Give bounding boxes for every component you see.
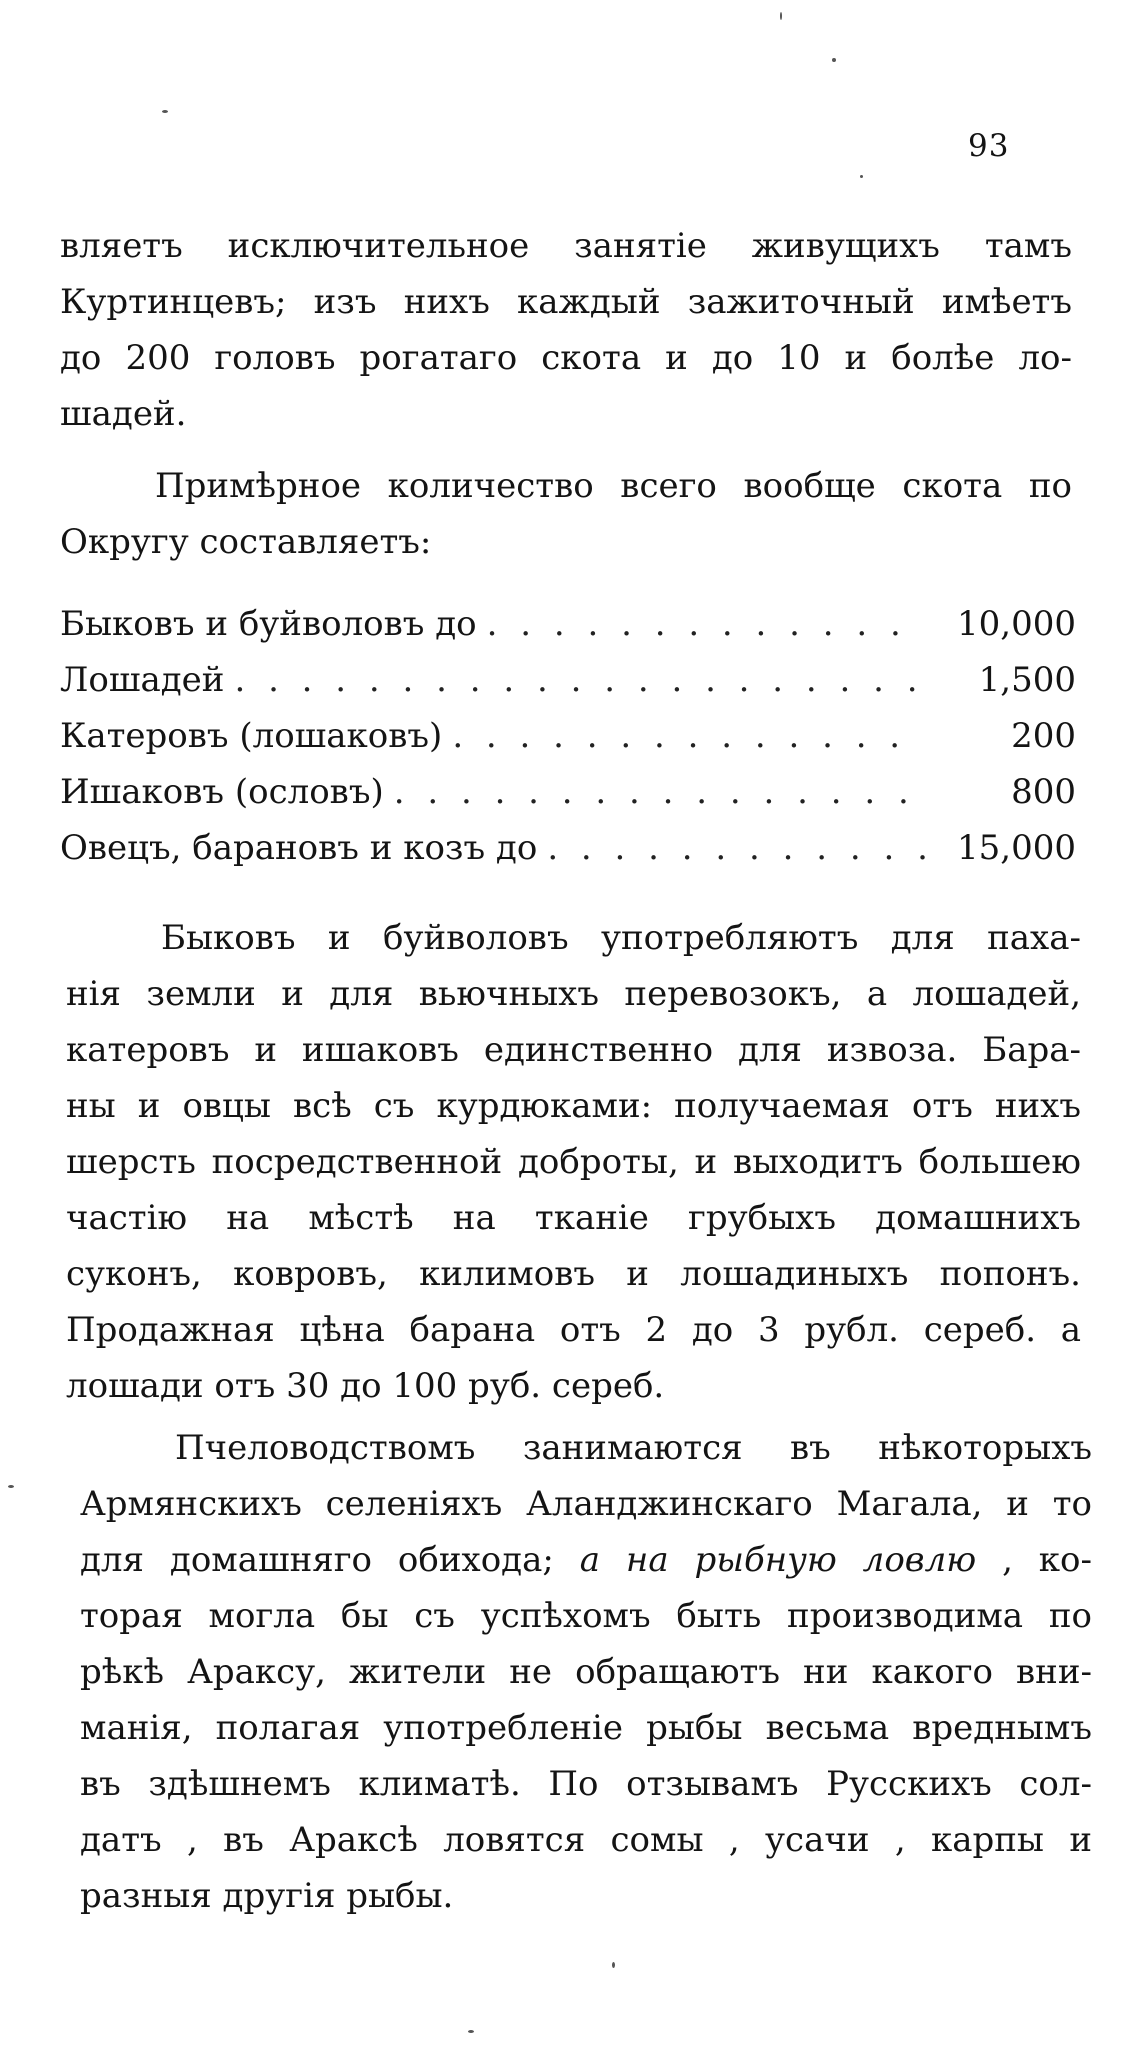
dot-leader [477,596,926,652]
text-line: вляетъ исключительное занятіе живущихъ тамъ [60,226,1072,266]
dot-leader [224,652,926,708]
livestock-count: 15,000 [957,828,1076,868]
text-line: суконъ, ковровъ, килимовъ и лошадиныхъ попонъ. [66,1254,1081,1294]
livestock-count: 10,000 [957,604,1076,644]
scan-speck [468,2030,474,2033]
scan-speck [612,1962,615,1968]
text-line: манія, полагая употребленіе рыбы весьма вреднымъ [80,1708,1092,1748]
scan-speck [780,12,782,20]
italic-emphasis: а на рыбную ловлю [579,1540,977,1580]
scan-speck [832,58,836,62]
text-line: шадей. [60,394,187,434]
livestock-label: Катеровъ (лошаковъ) [60,716,443,756]
dot-leader [384,764,926,820]
text-line: Продажная цѣна барана отъ 2 до 3 рубл. сереб. а [66,1310,1081,1350]
text-line: Армянскихъ селеніяхъ Аланджинскаго Магала, и то [80,1484,1092,1524]
table-row [60,596,1076,652]
text-line: частію на мѣстѣ на тканіе грубыхъ домашнихъ [66,1198,1081,1238]
text-line: Пчеловодствомъ занимаются въ нѣкоторыхъ [175,1428,1092,1468]
livestock-label: Ишаковъ (ословъ) [60,772,384,812]
livestock-label: Овецъ, барановъ и козъ до [60,828,538,868]
livestock-label: Быковъ и буйволовъ до [60,604,477,644]
paragraph-cattle-intro [60,218,1072,442]
text-line: до 200 головъ рогатаго скота и до 10 и болѣе ло- [60,338,1072,378]
text-line: рѣкѣ Араксу, жители не обращаютъ ни какого вни- [80,1652,1092,1692]
scan-speck [162,110,168,113]
text-line: датъ , въ Араксѣ ловятся сомы , усачи , карпы и [80,1820,1092,1860]
text-run: , ко- [976,1540,1092,1580]
paragraph-livestock-use [66,910,1081,1414]
text-line: Округу составляетъ: [60,522,432,562]
text-run: для домашняго обихода; [80,1540,580,1580]
text-line: ны и овцы всѣ съ курдюками: получаемая отъ нихъ [66,1086,1081,1126]
text-line: въ здѣшнемъ климатѣ. По отзывамъ Русскихъ сол- [80,1764,1092,1804]
livestock-count: 800 [1011,772,1076,812]
table-row [60,708,1076,764]
text-line: разныя другія рыбы. [80,1876,454,1916]
text-line: шерсть посредственной доброты, и выходитъ большею [66,1142,1081,1182]
livestock-count: 200 [1011,716,1076,756]
table-row [60,764,1076,820]
scan-speck [860,175,863,178]
text-line: Куртинцевъ; изъ нихъ каждый зажиточный имѣетъ [60,282,1072,322]
text-line: Быковъ и буйволовъ употребляютъ для паха- [161,918,1081,958]
dot-leader [537,820,926,876]
table-row [60,820,1076,876]
table-row [60,652,1076,708]
text-line-mixed [80,1532,1092,1588]
text-line: торая могла бы съ успѣхомъ быть производима по [80,1596,1092,1636]
page-number: 93 [968,128,1010,164]
paragraph-beekeeping-fishing [80,1420,1092,1924]
dot-leader [442,708,926,764]
scan-speck [8,1485,14,1488]
text-line: Примѣрное количество всего вообще скота по [155,466,1072,506]
text-line: лошади отъ 30 до 100 руб. сереб. [66,1366,665,1406]
text-line: нія земли и для вьючныхъ перевозокъ, а лошадей, [66,974,1081,1014]
paragraph-livestock-estimate [60,458,1072,570]
livestock-label: Лошадей [60,660,225,700]
livestock-table [60,596,1076,876]
livestock-count: 1,500 [978,660,1076,700]
text-line: катеровъ и ишаковъ единственно для извоза. Бара- [66,1030,1081,1070]
